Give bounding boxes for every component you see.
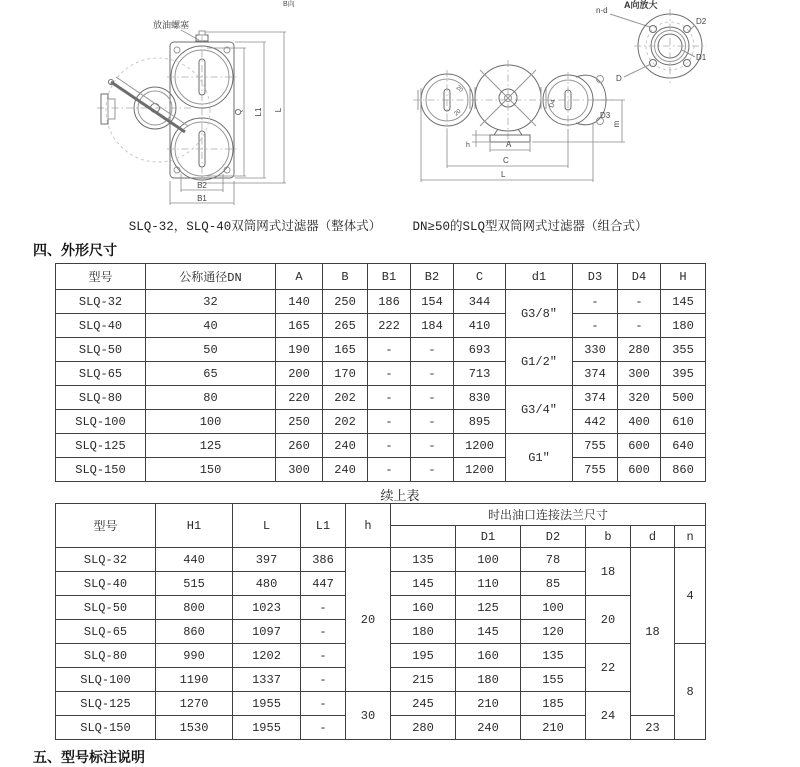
table-cell: - <box>368 458 411 482</box>
header-row <box>56 504 706 526</box>
table-cell: 397 <box>233 548 301 572</box>
table-cell: 180 <box>456 668 521 692</box>
table-cell: 186 <box>368 290 411 314</box>
drawing-combined-type <box>410 0 720 205</box>
table-cell: 135 <box>391 548 456 572</box>
table-cell: 830 <box>454 386 506 410</box>
table-cell: SLQ-80 <box>56 644 156 668</box>
table-cell: SLQ-32 <box>56 548 156 572</box>
table-cell: SLQ-150 <box>56 458 146 482</box>
table-cell: - <box>301 668 346 692</box>
table-cell: SLQ-100 <box>56 668 156 692</box>
column-header: n <box>675 526 706 548</box>
table-cell: 120 <box>521 620 586 644</box>
table-row <box>56 692 706 716</box>
table-cell: 18 <box>586 548 631 596</box>
table-cell: 20 <box>346 548 391 692</box>
table-cell: 713 <box>454 362 506 386</box>
dim-label-d: D <box>616 74 622 83</box>
leader-line <box>610 14 650 27</box>
table-cell: 160 <box>391 596 456 620</box>
table-cell: SLQ-100 <box>56 410 146 434</box>
table-cell: 240 <box>323 458 368 482</box>
column-header: 公称通径DN <box>146 264 276 290</box>
table-cell: 240 <box>456 716 521 740</box>
table-cell: - <box>411 458 454 482</box>
handle-lever-edge <box>116 77 188 126</box>
table-cell: - <box>368 362 411 386</box>
table-cell: 755 <box>573 458 618 482</box>
table-cell: - <box>301 596 346 620</box>
table-row <box>56 386 706 410</box>
column-header: D4 <box>618 264 661 290</box>
dim-label-d3: D3 <box>600 111 611 120</box>
table-cell: 395 <box>661 362 706 386</box>
column-header: 时出油口连接法兰尺寸 <box>391 504 706 526</box>
table-cell: 1270 <box>156 692 233 716</box>
caption-combined-type: DN≥50的SLQ型双筒网式过滤器（组合式） <box>412 220 648 234</box>
table-cell: - <box>368 410 411 434</box>
table-cell: 160 <box>456 644 521 668</box>
table-cell: 410 <box>454 314 506 338</box>
column-header <box>391 526 456 548</box>
table-cell: 860 <box>156 620 233 644</box>
table-cell: 500 <box>661 386 706 410</box>
table-cell: SLQ-80 <box>56 386 146 410</box>
table-cell: 165 <box>323 338 368 362</box>
dim-label-l1: L1 <box>254 107 263 117</box>
outline-dimensions-table <box>55 263 706 482</box>
table-cell: 125 <box>146 434 276 458</box>
table-cell: 480 <box>233 572 301 596</box>
table-cell: 386 <box>301 548 346 572</box>
table-cell: 125 <box>456 596 521 620</box>
column-header: D1 <box>456 526 521 548</box>
table-cell: 30 <box>346 692 391 740</box>
table-cell: SLQ-50 <box>56 596 156 620</box>
table-cell: 190 <box>276 338 323 362</box>
table-cell: - <box>573 314 618 338</box>
table-cell: 245 <box>391 692 456 716</box>
table-cell: - <box>618 314 661 338</box>
column-header: B <box>323 264 368 290</box>
table-cell: 18 <box>631 548 675 716</box>
table-cell: 154 <box>411 290 454 314</box>
table-cell: 300 <box>618 362 661 386</box>
table-row <box>56 548 706 572</box>
table-cell: 140 <box>276 290 323 314</box>
dim-label-m: m <box>612 120 621 128</box>
bolt-hole <box>174 47 180 53</box>
table-cell: SLQ-40 <box>56 314 146 338</box>
table-cell: 1190 <box>156 668 233 692</box>
table-cell: 150 <box>146 458 276 482</box>
table-cell: SLQ-40 <box>56 572 156 596</box>
table-cell: 100 <box>456 548 521 572</box>
dim-label-b2: B2 <box>197 181 207 190</box>
table-cell: SLQ-125 <box>56 692 156 716</box>
table-cell: 24 <box>586 692 631 740</box>
table-cell: 20 <box>586 596 631 644</box>
table-cell: 895 <box>454 410 506 434</box>
table-cell: 640 <box>661 434 706 458</box>
table-cell: - <box>411 362 454 386</box>
table-cell: 135 <box>521 644 586 668</box>
table-cell: - <box>368 338 411 362</box>
column-header: B1 <box>368 264 411 290</box>
table-cell: 400 <box>618 410 661 434</box>
table-cell: SLQ-125 <box>56 434 146 458</box>
table-cell: 165 <box>276 314 323 338</box>
table-cell: 195 <box>391 644 456 668</box>
dim-label-c: C <box>503 156 509 165</box>
table-cell: 755 <box>573 434 618 458</box>
table-cell: 1200 <box>454 434 506 458</box>
table-row <box>56 338 706 362</box>
table-row <box>56 410 706 434</box>
column-header: C <box>454 264 506 290</box>
table-cell: 344 <box>454 290 506 314</box>
dim-label-d1: D1 <box>696 53 707 62</box>
table-cell: - <box>368 434 411 458</box>
table-cell: 85 <box>521 572 586 596</box>
table-cell: 145 <box>456 620 521 644</box>
table-cell: 300 <box>276 458 323 482</box>
column-header: L1 <box>301 504 346 548</box>
table-cell: 145 <box>391 572 456 596</box>
table-cell: 22 <box>586 644 631 692</box>
table-cell: 100 <box>146 410 276 434</box>
inlet-neck <box>108 99 115 119</box>
table-cell: 40 <box>146 314 276 338</box>
table-cell: - <box>411 434 454 458</box>
table-cell: - <box>411 386 454 410</box>
dim-label-d2: D2 <box>696 17 707 26</box>
column-header: H1 <box>156 504 233 548</box>
table-cell: 155 <box>521 668 586 692</box>
table-cell: - <box>301 692 346 716</box>
table-cell: 80 <box>146 386 276 410</box>
table-cell: SLQ-150 <box>56 716 156 740</box>
table-cell: 320 <box>618 386 661 410</box>
table-cell: 515 <box>156 572 233 596</box>
bolt-hole <box>650 26 657 33</box>
dim-label-a: A <box>506 140 512 149</box>
dim-label-nd: n-d <box>596 6 608 15</box>
table-cell: 180 <box>661 314 706 338</box>
table-cell: 202 <box>323 386 368 410</box>
table-cell: 600 <box>618 434 661 458</box>
table-cell: 200 <box>276 362 323 386</box>
section-heading: 四、外形尺寸 <box>33 242 117 258</box>
table-row <box>56 290 706 314</box>
table-cell: 693 <box>454 338 506 362</box>
table-cell: 330 <box>573 338 618 362</box>
handle-swing-circle <box>106 58 210 162</box>
drain-plug-top <box>199 31 205 35</box>
table-cell: 220 <box>276 386 323 410</box>
drain-plug-label: 放油螺塞 <box>153 20 190 30</box>
table-cell: 442 <box>573 410 618 434</box>
table-cell: 1202 <box>233 644 301 668</box>
table-cell: 180 <box>391 620 456 644</box>
table-cell: 1955 <box>233 716 301 740</box>
dim-label-b1: B1 <box>197 194 207 203</box>
angle-label: 20 <box>453 108 463 118</box>
dim-label-l: L <box>501 170 506 179</box>
column-header: 型号 <box>56 264 146 290</box>
table-cell: 210 <box>521 716 586 740</box>
table-cell: 1530 <box>156 716 233 740</box>
table-cell: - <box>411 410 454 434</box>
table-cell: 78 <box>521 548 586 572</box>
table-cell: 1023 <box>233 596 301 620</box>
table-cell: - <box>301 620 346 644</box>
column-header: b <box>586 526 631 548</box>
table-cell: - <box>368 386 411 410</box>
table-cell: 170 <box>323 362 368 386</box>
table-cell: 374 <box>573 386 618 410</box>
table-cell: 447 <box>301 572 346 596</box>
table-cell: - <box>411 338 454 362</box>
table-cell: 32 <box>146 290 276 314</box>
column-header: B2 <box>411 264 454 290</box>
table-row <box>56 362 706 386</box>
table-cell: 265 <box>323 314 368 338</box>
table-cell: 110 <box>456 572 521 596</box>
table-cell: SLQ-50 <box>56 338 146 362</box>
table-cell: 210 <box>456 692 521 716</box>
continued-dimensions-table <box>55 503 706 740</box>
table-cell: SLQ-32 <box>56 290 146 314</box>
bolt-hole <box>684 26 691 33</box>
column-header: h <box>346 504 391 548</box>
table-cell: 100 <box>521 596 586 620</box>
table-cell: 240 <box>323 434 368 458</box>
next-section-heading: 五、型号标注说明 <box>33 749 145 765</box>
table-cell: 215 <box>391 668 456 692</box>
table-cell: 250 <box>276 410 323 434</box>
column-header: 型号 <box>56 504 156 548</box>
table-cell: 355 <box>661 338 706 362</box>
table-cell: 260 <box>276 434 323 458</box>
dim-label-d4: D4 <box>548 98 558 109</box>
table-cell: 1097 <box>233 620 301 644</box>
table-cell: 800 <box>156 596 233 620</box>
dim-label-h: h <box>466 142 470 149</box>
table-cell: 440 <box>156 548 233 572</box>
column-header: L <box>233 504 301 548</box>
table-cell: 990 <box>156 644 233 668</box>
column-header: D3 <box>573 264 618 290</box>
column-header: D2 <box>521 526 586 548</box>
table-cell: 610 <box>661 410 706 434</box>
table-cell: 374 <box>573 362 618 386</box>
table-cell: SLQ-65 <box>56 362 146 386</box>
table-row <box>56 434 706 458</box>
table-cell: 600 <box>618 458 661 482</box>
column-header: d <box>631 526 675 548</box>
table-cell: 280 <box>391 716 456 740</box>
table-cell: 184 <box>411 314 454 338</box>
table-cell: - <box>573 290 618 314</box>
column-header: A <box>276 264 323 290</box>
table-cell: - <box>301 644 346 668</box>
table-cell: 280 <box>618 338 661 362</box>
dim-label-l: L <box>274 107 283 113</box>
table-cell: G1″ <box>506 434 573 482</box>
table-cell: 222 <box>368 314 411 338</box>
column-header: d1 <box>506 264 573 290</box>
table-row <box>56 458 706 482</box>
table-cell: 1337 <box>233 668 301 692</box>
angle-label: 20 <box>454 84 464 94</box>
table-cell: 145 <box>661 290 706 314</box>
table-row <box>56 314 706 338</box>
table-cell: SLQ-65 <box>56 620 156 644</box>
drawing-integral-type <box>95 0 395 215</box>
table-cell: G3/4″ <box>506 386 573 434</box>
header-row <box>56 264 706 290</box>
leader-line <box>624 64 651 77</box>
table-cell: 50 <box>146 338 276 362</box>
table-cell: G3/8″ <box>506 290 573 338</box>
table-cell: - <box>618 290 661 314</box>
table-cell: 860 <box>661 458 706 482</box>
column-header: H <box>661 264 706 290</box>
table-cell: G1/2″ <box>506 338 573 386</box>
table-cell: 8 <box>675 644 706 740</box>
table-cell: 1200 <box>454 458 506 482</box>
table-cell: 65 <box>146 362 276 386</box>
continued-table-label: 续上表 <box>380 488 420 503</box>
table-cell: 185 <box>521 692 586 716</box>
caption-integral-type: SLQ-32，SLQ-40双筒网式过滤器（整体式） <box>128 220 382 234</box>
table-cell: 4 <box>675 548 706 644</box>
table-cell: - <box>301 716 346 740</box>
dim-label-q: Q <box>234 108 243 116</box>
detail-view-title: A向放大 <box>624 0 658 10</box>
table-cell: 250 <box>323 290 368 314</box>
table-cell: 1955 <box>233 692 301 716</box>
table-cell: 202 <box>323 410 368 434</box>
table-cell: 23 <box>631 716 675 740</box>
view-b-label: B向 <box>283 1 295 8</box>
